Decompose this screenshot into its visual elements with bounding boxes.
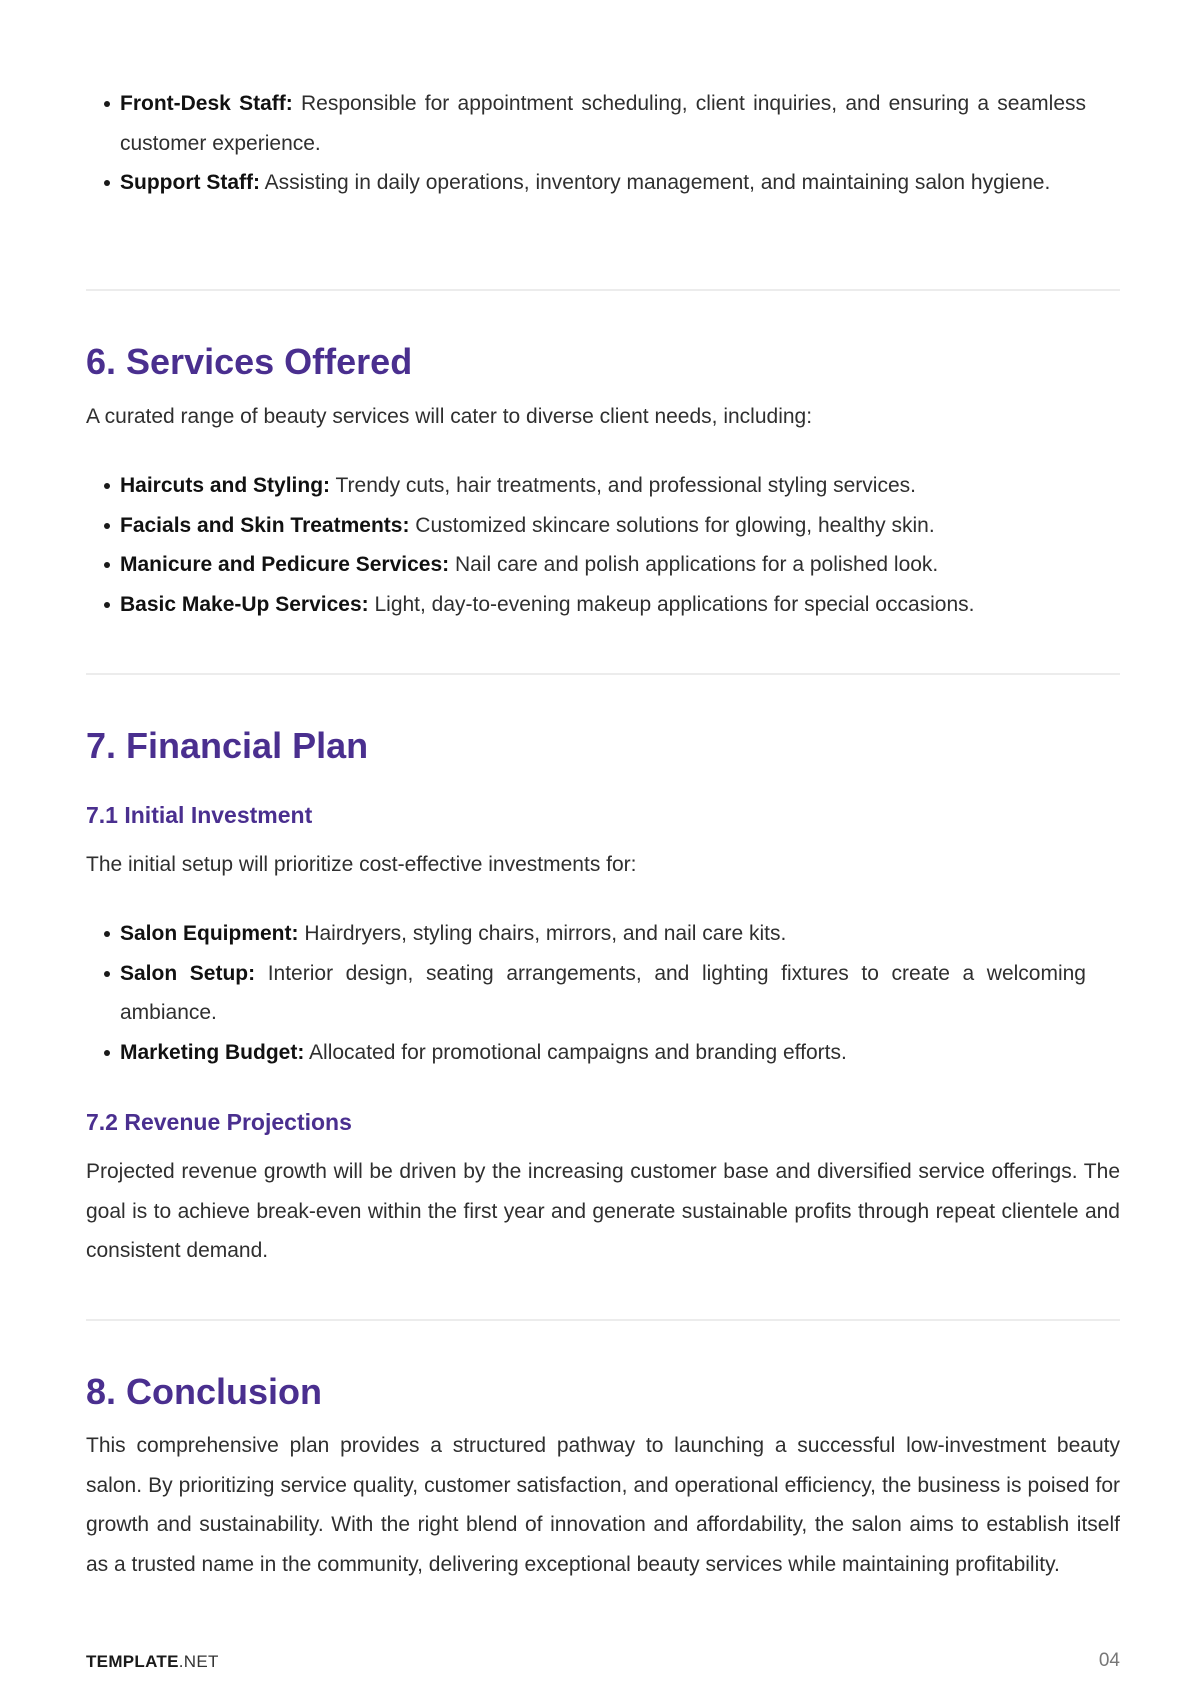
- list-item: Salon Equipment: Hairdryers, styling chairs, mirrors, and nail care kits.: [86, 914, 1086, 954]
- list-item: Front-Desk Staff: Responsible for appointment scheduling, client inquiries, and ensuring a seamless customer experience.: [86, 84, 1086, 163]
- section-divider: [86, 289, 1120, 291]
- conclusion-body: This comprehensive plan provides a structured pathway to launching a successful low-investment beauty salon. By prioritizing service quality, customer satisfaction, and operational efficiency, the business is poised for growth and sustainability. With the right blend of innovation and affordability, the salon aims to establish itself as a trusted name in the community, delivering exceptional beauty services while maintaining profitability.: [86, 1434, 1120, 1576]
- services-list: [86, 466, 1086, 624]
- list-item: Support Staff: Assisting in daily operations, inventory management, and maintaining salon hygiene.: [86, 163, 1086, 203]
- section-divider: [86, 673, 1120, 675]
- list-item: Marketing Budget: Allocated for promotional campaigns and branding efforts.: [86, 1033, 1086, 1073]
- list-item: Manicure and Pedicure Services: Nail care and polish applications for a polished look.: [86, 545, 1086, 585]
- section-heading-services: 6. Services Offered: [86, 341, 413, 382]
- list-item: Basic Make-Up Services: Light, day-to-evening makeup applications for special occasions.: [86, 585, 1086, 625]
- subheading-initial-investment: 7.1 Initial Investment: [86, 802, 313, 828]
- list-item: Salon Setup: Interior design, seating arrangements, and lighting fixtures to create a welcoming ambiance.: [86, 954, 1086, 1033]
- section-heading-financial: 7. Financial Plan: [86, 725, 369, 766]
- investment-list: [86, 914, 1086, 1072]
- footer-brand-logo: TEMPLATE.NET: [86, 1652, 219, 1671]
- services-intro: A curated range of beauty services will cater to diverse client needs, including:: [86, 405, 813, 428]
- investment-intro: The initial setup will prioritize cost-effective investments for:: [86, 853, 637, 876]
- subheading-revenue-projections: 7.2 Revenue Projections: [86, 1109, 352, 1135]
- section-divider: [86, 1319, 1120, 1321]
- revenue-body: Projected revenue growth will be driven by the increasing customer base and diversified service offerings. The goal is to achieve break-even within the first year and generate sustainable profits through repeat clientele and consistent demand.: [86, 1160, 1120, 1262]
- list-item: Haircuts and Styling: Trendy cuts, hair treatments, and professional styling services.: [86, 466, 1086, 506]
- staff-list: [86, 84, 1086, 203]
- page-number: 04: [1098, 1650, 1120, 1671]
- document-page: [86, 0, 1120, 1697]
- section-heading-conclusion: 8. Conclusion: [86, 1371, 323, 1412]
- list-item: Facials and Skin Treatments: Customized skincare solutions for glowing, healthy skin.: [86, 506, 1086, 546]
